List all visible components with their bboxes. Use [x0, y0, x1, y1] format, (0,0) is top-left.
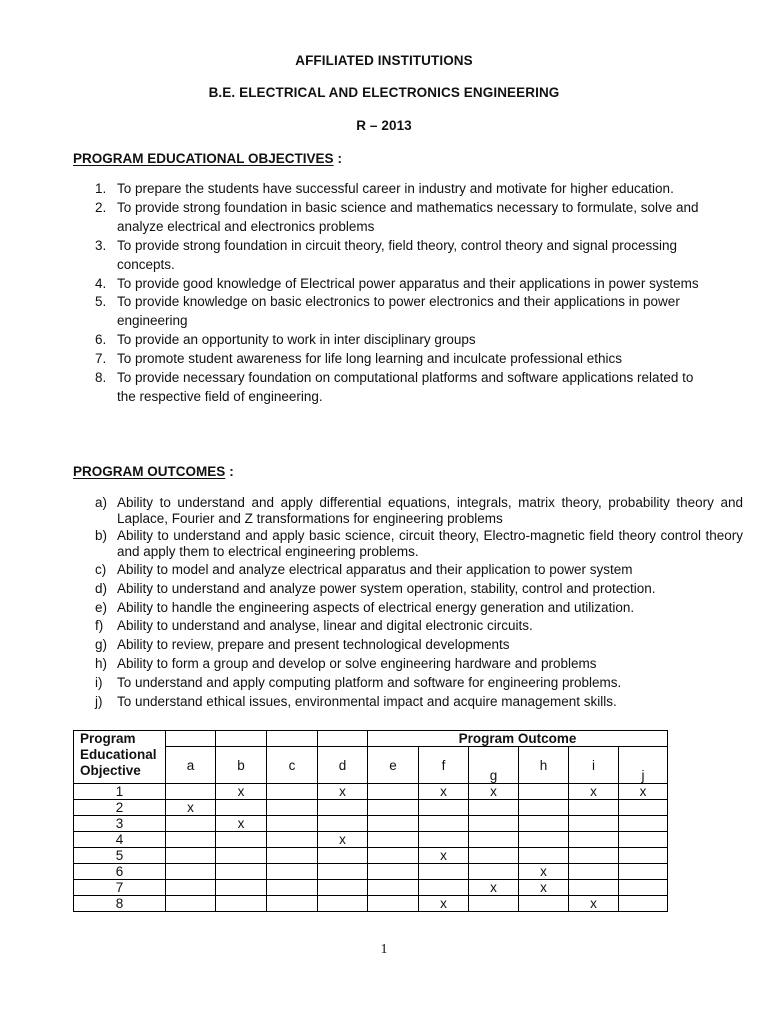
objective-number: 4: [74, 832, 166, 848]
mapping-cell: x: [519, 880, 569, 896]
column-header-d: d: [318, 747, 368, 784]
mapping-cell: [469, 896, 519, 912]
peo-item-number: 3.: [95, 237, 107, 253]
mapping-cell: [519, 832, 569, 848]
po-item: [73, 617, 743, 636]
mapping-cell: [569, 816, 619, 832]
mapping-cell: [216, 864, 267, 880]
mapping-cell: x: [216, 784, 267, 800]
peo-item-number: 8.: [95, 370, 107, 386]
po-item: [73, 674, 743, 693]
mapping-cell: x: [318, 784, 368, 800]
peo-item-text: To provide necessary foundation on computational platforms and software applications related to the respective field of engineering.: [117, 370, 694, 404]
mapping-cell: [469, 832, 519, 848]
po-item-letter: a): [95, 495, 108, 510]
mapping-cell: [368, 832, 419, 848]
mapping-cell: [569, 800, 619, 816]
mapping-cell: [619, 896, 668, 912]
peo-item-number: 5.: [95, 294, 107, 310]
mapping-cell: [619, 816, 668, 832]
mapping-cell: [216, 848, 267, 864]
peo-section-title: PROGRAM EDUCATIONAL OBJECTIVES :: [73, 151, 343, 166]
po-item-letter: d): [95, 580, 108, 596]
peo-item: [73, 350, 713, 369]
po-section-title: PROGRAM OUTCOMES :: [73, 464, 234, 479]
mapping-cell: x: [519, 864, 569, 880]
mapping-cell: [419, 800, 469, 816]
mapping-cell: x: [166, 800, 216, 816]
matrix-row: [74, 864, 668, 880]
mapping-cell: [267, 800, 318, 816]
po-item: [73, 636, 743, 655]
peo-item: [73, 293, 713, 331]
po-item-text: Ability to understand and apply differential equations, integrals, matrix theory, probability theory and Laplace, Fourier and Z transformations for engineering problems: [117, 495, 743, 526]
po-item-letter: g): [95, 637, 108, 653]
mapping-cell: [469, 848, 519, 864]
matrix-row: [74, 848, 668, 864]
mapping-cell: [318, 848, 368, 864]
po-item-text: Ability to form a group and develop or solve engineering hardware and problems: [117, 655, 597, 671]
peo-item: [73, 180, 713, 199]
matrix-header-row: [74, 731, 668, 747]
column-header-a: a: [166, 747, 216, 784]
matrix-row: [74, 896, 668, 912]
mapping-cell: x: [619, 784, 668, 800]
po-item-letter: h): [95, 655, 108, 671]
mapping-cell: [519, 848, 569, 864]
po-item-text: To understand ethical issues, environmental impact and acquire management skills.: [117, 693, 617, 709]
peo-item-number: 7.: [95, 351, 107, 367]
mapping-cell: [569, 864, 619, 880]
column-header-f: f: [419, 747, 469, 784]
po-item-text: Ability to handle the engineering aspects of electrical energy generation and utilization.: [117, 599, 635, 615]
mapping-cell: [519, 896, 569, 912]
mapping-cell: x: [469, 880, 519, 896]
mapping-cell: [419, 816, 469, 832]
empty-header-cell: [216, 731, 267, 747]
row-header-cell: [74, 731, 166, 784]
program-heading: B.E. ELECTRICAL AND ELECTRONICS ENGINEERING: [208, 85, 560, 100]
mapping-cell: [318, 816, 368, 832]
peo-title-text: PROGRAM EDUCATIONAL OBJECTIVES: [73, 151, 334, 166]
mapping-cell: [619, 864, 668, 880]
mapping-cell: [569, 880, 619, 896]
po-item-text: Ability to understand and apply basic science, circuit theory, Electro-magnetic field theory control theory and apply them to electrical engineering problems.: [117, 528, 743, 559]
po-item-text: Ability to understand and analyze power system operation, stability, control and protection.: [117, 580, 656, 596]
mapping-cell: x: [419, 784, 469, 800]
peo-item-number: 2.: [95, 199, 107, 215]
mapping-cell: [318, 880, 368, 896]
mapping-cell: [267, 816, 318, 832]
peo-item-number: 6.: [95, 332, 107, 348]
empty-header-cell: [318, 731, 368, 747]
po-item-letter: i): [95, 674, 103, 690]
peo-po-matrix: [73, 730, 668, 912]
mapping-cell: [368, 880, 419, 896]
po-item: [73, 580, 743, 599]
mapping-cell: [619, 832, 668, 848]
mapping-cell: [368, 784, 419, 800]
column-header-j: j: [619, 747, 668, 784]
mapping-cell: [166, 880, 216, 896]
peo-list: [73, 180, 713, 407]
mapping-cell: [419, 880, 469, 896]
mapping-cell: [216, 800, 267, 816]
objective-number: 8: [74, 896, 166, 912]
mapping-cell: [318, 896, 368, 912]
po-list: [73, 495, 743, 711]
row-header-line: Objective: [80, 763, 141, 778]
mapping-cell: [368, 848, 419, 864]
mapping-cell: [519, 816, 569, 832]
peo-item-text: To provide good knowledge of Electrical power apparatus and their applications in power systems: [117, 275, 699, 291]
peo-item: [73, 331, 713, 350]
institution-heading: AFFILIATED INSTITUTIONS: [295, 53, 473, 68]
row-header-line: Educational: [80, 747, 157, 762]
peo-item-text: To provide knowledge on basic electronics to power electronics and their applications in power engineering: [117, 294, 680, 329]
mapping-cell: [619, 848, 668, 864]
empty-header-cell: [267, 731, 318, 747]
mapping-cell: [216, 896, 267, 912]
objective-number: 1: [74, 784, 166, 800]
mapping-cell: x: [469, 784, 519, 800]
mapping-cell: [469, 800, 519, 816]
row-header-line: Program: [80, 731, 136, 746]
column-header-c: c: [267, 747, 318, 784]
mapping-cell: [519, 800, 569, 816]
mapping-cell: [166, 864, 216, 880]
objective-number: 6: [74, 864, 166, 880]
mapping-cell: [368, 816, 419, 832]
peo-item: [73, 199, 713, 237]
mapping-cell: [419, 864, 469, 880]
mapping-cell: [318, 800, 368, 816]
peo-item-text: To provide strong foundation in circuit theory, field theory, control theory and signal processing concepts.: [117, 237, 678, 272]
mapping-cell: [166, 816, 216, 832]
objective-number: 2: [74, 800, 166, 816]
empty-header-cell: [166, 731, 216, 747]
peo-item-text: To provide an opportunity to work in inter disciplinary groups: [117, 332, 476, 348]
po-title-text: PROGRAM OUTCOMES: [73, 464, 226, 479]
mapping-cell: [619, 800, 668, 816]
peo-item-number: 1.: [95, 181, 107, 196]
mapping-cell: [166, 848, 216, 864]
po-item-letter: e): [95, 599, 108, 615]
mapping-cell: [368, 800, 419, 816]
peo-item-text: To promote student awareness for life long learning and inculcate professional ethics: [117, 351, 623, 367]
mapping-cell: [267, 848, 318, 864]
mapping-cell: [166, 784, 216, 800]
po-item-letter: c): [95, 562, 107, 577]
column-header-e: e: [368, 747, 419, 784]
mapping-cell: [166, 896, 216, 912]
po-item: [73, 528, 743, 559]
mapping-cell: x: [569, 896, 619, 912]
po-item-letter: j): [95, 693, 103, 709]
po-item: [73, 495, 743, 526]
mapping-cell: [216, 880, 267, 896]
column-header-g: g: [469, 747, 519, 784]
po-item-letter: f): [95, 618, 104, 634]
mapping-cell: [267, 880, 318, 896]
matrix-row: [74, 832, 668, 848]
mapping-cell: [267, 896, 318, 912]
mapping-cell: [469, 816, 519, 832]
mapping-cell: [267, 864, 318, 880]
mapping-cell: [368, 896, 419, 912]
po-item: [73, 561, 743, 580]
matrix-row: [74, 784, 668, 800]
po-item-text: Ability to review, prepare and present technological developments: [117, 637, 510, 653]
peo-item: [73, 369, 713, 407]
peo-item-number: 4.: [95, 275, 107, 291]
mapping-cell: [267, 832, 318, 848]
mapping-cell: x: [216, 816, 267, 832]
mapping-cell: x: [318, 832, 368, 848]
po-item: [73, 655, 743, 674]
po-item: [73, 693, 743, 712]
mapping-cell: [368, 864, 419, 880]
peo-item-text: To prepare the students have successful career in industry and motivate for higher education.: [117, 181, 674, 196]
mapping-cell: x: [569, 784, 619, 800]
regulation-heading: R – 2013: [356, 118, 412, 133]
mapping-cell: [318, 864, 368, 880]
mapping-cell: [216, 832, 267, 848]
peo-item: [73, 275, 713, 294]
mapping-cell: [569, 848, 619, 864]
mapping-cell: x: [419, 848, 469, 864]
peo-item-text: To provide strong foundation in basic science and mathematics necessary to formulate, solve and analyze electrical and electronics problems: [117, 199, 699, 234]
page-number: 1: [380, 942, 388, 957]
po-item-text: To understand and apply computing platform and software for engineering problems.: [117, 674, 622, 690]
mapping-cell: [619, 880, 668, 896]
mapping-cell: [569, 832, 619, 848]
peo-item: [73, 237, 713, 275]
program-outcome-title: Program Outcome: [368, 731, 668, 747]
column-header-h: h: [519, 747, 569, 784]
po-item: [73, 599, 743, 618]
mapping-cell: [469, 864, 519, 880]
matrix-row: [74, 880, 668, 896]
matrix-row: [74, 800, 668, 816]
objective-number: 5: [74, 848, 166, 864]
objective-number: 3: [74, 816, 166, 832]
matrix-row: [74, 816, 668, 832]
column-header-i: i: [569, 747, 619, 784]
mapping-cell: [267, 784, 318, 800]
column-header-b: b: [216, 747, 267, 784]
mapping-cell: [519, 784, 569, 800]
mapping-cell: [419, 832, 469, 848]
mapping-cell: x: [419, 896, 469, 912]
po-item-text: Ability to understand and analyse, linear and digital electronic circuits.: [117, 618, 533, 634]
objective-number: 7: [74, 880, 166, 896]
mapping-cell: [166, 832, 216, 848]
po-item-letter: b): [95, 528, 108, 543]
po-item-text: Ability to model and analyze electrical apparatus and their application to power system: [117, 562, 633, 577]
